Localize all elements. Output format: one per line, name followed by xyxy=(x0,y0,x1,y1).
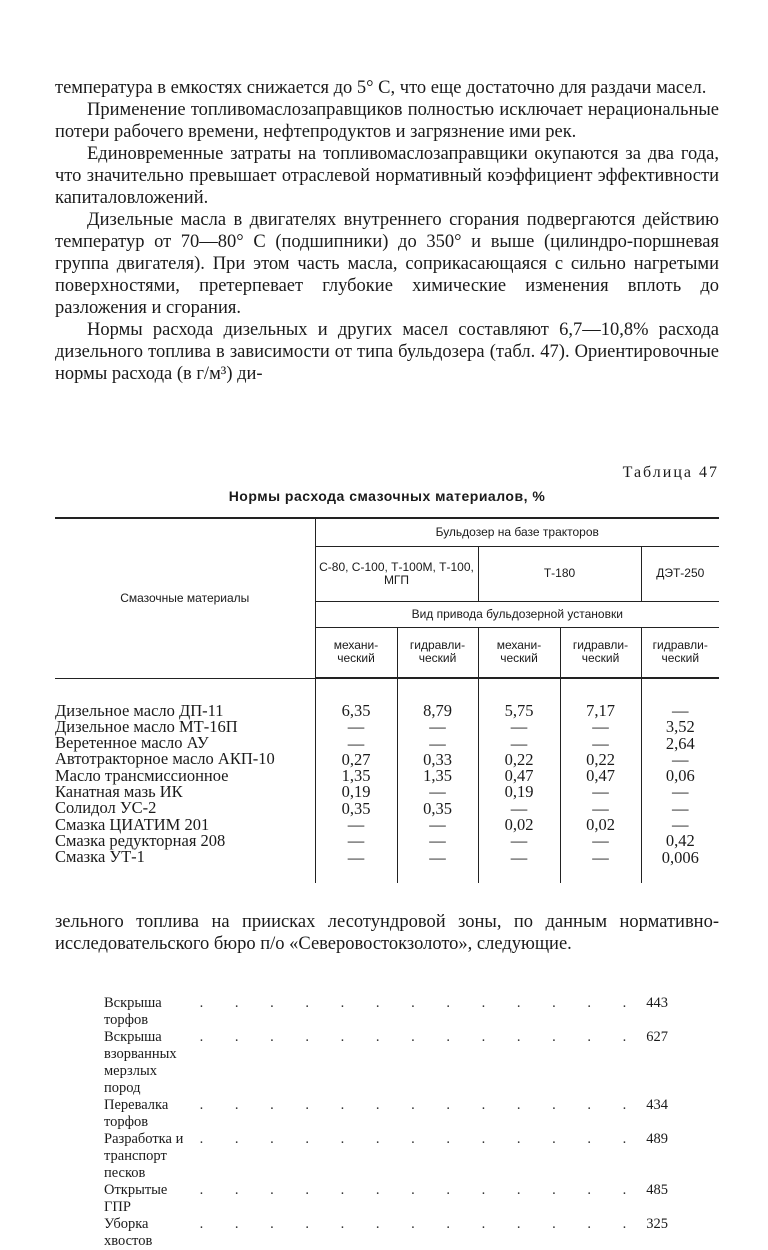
table-cell: — xyxy=(672,815,689,835)
leader-dots: . . . . . . . . . . . . . xyxy=(199,1097,641,1113)
material-name: Смазка ЦИАТИМ 201 xyxy=(55,814,210,834)
paragraph: Дизельные масла в двигателях внутреннего сгорания подвергаются действию температур от 70—80° С (подшипники) до 350° и выше (цилиндро-поршневая группа двигателя). При этом часть масла, соприкасающаяся с сильно нагретыми поверхностями, претерпевает глубокие химические изменения вплоть до разложения и сгорания. xyxy=(55,210,719,318)
table-cell: — xyxy=(429,782,446,802)
value-column xyxy=(315,678,397,883)
table-cell: — xyxy=(347,717,365,737)
table-cell: — xyxy=(347,847,365,867)
list-value: 485 xyxy=(646,1182,668,1198)
list-item xyxy=(104,1097,668,1131)
paragraph: Применение топливомаслозаправщиков полностью исключает нерациональные потери рабочего времени, нефтепродуктов и загрязнение ими рек. xyxy=(55,100,719,142)
list-label: Вскрыша взорванных мерзлых пород xyxy=(104,1029,177,1096)
value-column xyxy=(560,678,641,883)
list-item xyxy=(104,1216,668,1250)
table-cell: — xyxy=(347,733,365,753)
list-label: Перевалка торфов xyxy=(104,1097,169,1130)
material-name: Масло трансмиссионное xyxy=(55,765,229,785)
list-item xyxy=(104,995,668,1029)
lubricant-norms-table xyxy=(55,517,719,883)
table-caption: Таблица 47 xyxy=(622,464,719,481)
table-title: Нормы расхода смазочных материалов, % xyxy=(228,488,546,504)
table-cell: 0,42 xyxy=(665,831,695,851)
list-value: 627 xyxy=(646,1029,668,1045)
leader-dots: . . . . . . . . . . . . . xyxy=(199,995,641,1011)
list-label: Вскрыша торфов xyxy=(104,995,162,1028)
table-cell: — xyxy=(592,798,609,818)
value-column xyxy=(478,678,560,883)
table-cell: — xyxy=(592,847,609,867)
material-name: Дизельное масло ДП-11 xyxy=(55,700,224,720)
table-cell: — xyxy=(429,815,446,835)
table-cell: 0,22 xyxy=(586,749,615,769)
table-cell: — xyxy=(510,831,528,851)
table-cell: — xyxy=(347,831,365,851)
table-cell: 0,35 xyxy=(341,798,371,818)
table-cell: — xyxy=(592,831,609,851)
table-cell: — xyxy=(672,749,689,769)
leader-dots: . . . . . . . . . . . . . xyxy=(199,1216,641,1232)
list-value: 443 xyxy=(646,995,668,1011)
table-cell: — xyxy=(510,733,528,753)
paragraph: температура в емкостях снижается до 5° С, что еще достаточно для раздачи масел. xyxy=(55,78,707,98)
material-name: Канатная мазь ИК xyxy=(55,781,183,801)
paragraph: Нормы расхода дизельных и других масел составляют 6,7—10,8% расхода дизельного топлива в зависимости от типа бульдозера (табл. 47). Ориентировочные нормы расхода (в г/м³) ди- xyxy=(55,320,719,384)
table-cell: 5,75 xyxy=(504,701,534,720)
value-column xyxy=(397,678,478,883)
header-drive-type: механи- ческий xyxy=(315,627,397,678)
table-cell: 1,35 xyxy=(423,766,452,786)
header-drive-type: гидравли- ческий xyxy=(397,627,478,678)
table-cell: 0,19 xyxy=(504,782,534,802)
material-name: Смазка редукторная 208 xyxy=(55,830,226,850)
list-value: 325 xyxy=(646,1216,668,1232)
header-drive: Вид привода бульдозерной установки xyxy=(315,601,719,627)
table-cell: 1,35 xyxy=(341,766,371,786)
material-name: Автотракторное масло АКП-10 xyxy=(55,749,275,769)
table-cell: — xyxy=(672,782,689,802)
material-name: Смазка УТ-1 xyxy=(55,847,145,867)
material-name: Дизельное масло МТ-16П xyxy=(55,716,238,736)
table-cell: — xyxy=(510,847,528,867)
list-item xyxy=(104,1029,668,1097)
table-cell: 0,19 xyxy=(341,782,371,802)
table-cell: 0,47 xyxy=(504,766,534,786)
header-drive-type: механи- ческий xyxy=(478,627,560,678)
header-drive-type: гидравли- ческий xyxy=(641,627,719,678)
leader-dots: . . . . . . . . . . . . . xyxy=(199,1029,641,1045)
consumption-list xyxy=(104,995,668,1250)
material-names xyxy=(55,678,315,883)
header-drive-type: гидравли- ческий xyxy=(560,627,641,678)
table-cell: — xyxy=(429,717,446,737)
table-cell: 8,79 xyxy=(423,701,452,720)
header-tractor: С-80, С-100, Т-100М, Т-100, МГП xyxy=(315,546,478,601)
leader-dots: . . . . . . . . . . . . . xyxy=(199,1131,641,1147)
table-cell: 0,47 xyxy=(586,766,615,786)
paragraph: зельного топлива на приисках лесотундровой зоны, по данным нормативно-исследовательского бюро п/о «Северовостокзолото», следующие. xyxy=(55,912,719,954)
material-name: Солидол УС-2 xyxy=(55,798,157,818)
list-label: Открытые ГПР xyxy=(104,1182,168,1215)
list-item xyxy=(104,1131,668,1182)
material-name: Веретенное масло АУ xyxy=(55,733,209,753)
table-cell: — xyxy=(429,733,446,753)
table-cell: 0,02 xyxy=(504,815,534,835)
table-cell: 2,64 xyxy=(665,733,695,753)
table-cell: — xyxy=(510,798,528,818)
table-cell: 0,06 xyxy=(665,766,695,786)
table-cell: — xyxy=(510,717,528,737)
paragraph: Единовременные затраты на топливомаслозаправщики окупаются за два года, что значительно превышает отраслевой нормативный коэффициент эффективности капиталовложений. xyxy=(55,144,719,208)
table-cell: — xyxy=(429,847,446,867)
table-cell: 0,35 xyxy=(423,798,452,818)
value-column xyxy=(641,678,719,883)
table-cell: — xyxy=(347,815,365,835)
table-cell: 0,02 xyxy=(586,815,615,835)
table-cell: 0,33 xyxy=(423,749,452,769)
list-value: 489 xyxy=(646,1131,668,1147)
body-text-bottom xyxy=(55,911,719,955)
table-cell: — xyxy=(592,717,609,737)
header-material: Смазочные материалы xyxy=(55,518,315,678)
table-cell: 0,27 xyxy=(341,749,371,769)
list-label: Разработка и транспорт песков xyxy=(104,1131,184,1181)
list-item xyxy=(104,1182,668,1216)
table-cell: — xyxy=(429,831,446,851)
list-value: 434 xyxy=(646,1097,668,1113)
table-cell: 0,22 xyxy=(504,749,534,769)
list-label: Уборка хвостов xyxy=(104,1216,153,1249)
leader-dots: . . . . . . . . . . . . . xyxy=(199,1182,641,1198)
table-cell: 0,006 xyxy=(661,847,699,867)
table-cell: 6,35 xyxy=(341,701,371,720)
table-cell: — xyxy=(592,782,609,802)
header-tractor: Т-180 xyxy=(478,546,641,601)
header-group: Бульдозер на базе тракторов xyxy=(315,518,719,546)
table-cell: — xyxy=(672,798,689,818)
header-tractor: ДЭТ-250 xyxy=(641,546,719,601)
table-cell: — xyxy=(592,733,609,753)
table-cell: — xyxy=(672,701,689,720)
body-text-top xyxy=(55,77,719,385)
table-cell: 3,52 xyxy=(665,717,695,737)
table-cell: 7,17 xyxy=(586,701,615,720)
